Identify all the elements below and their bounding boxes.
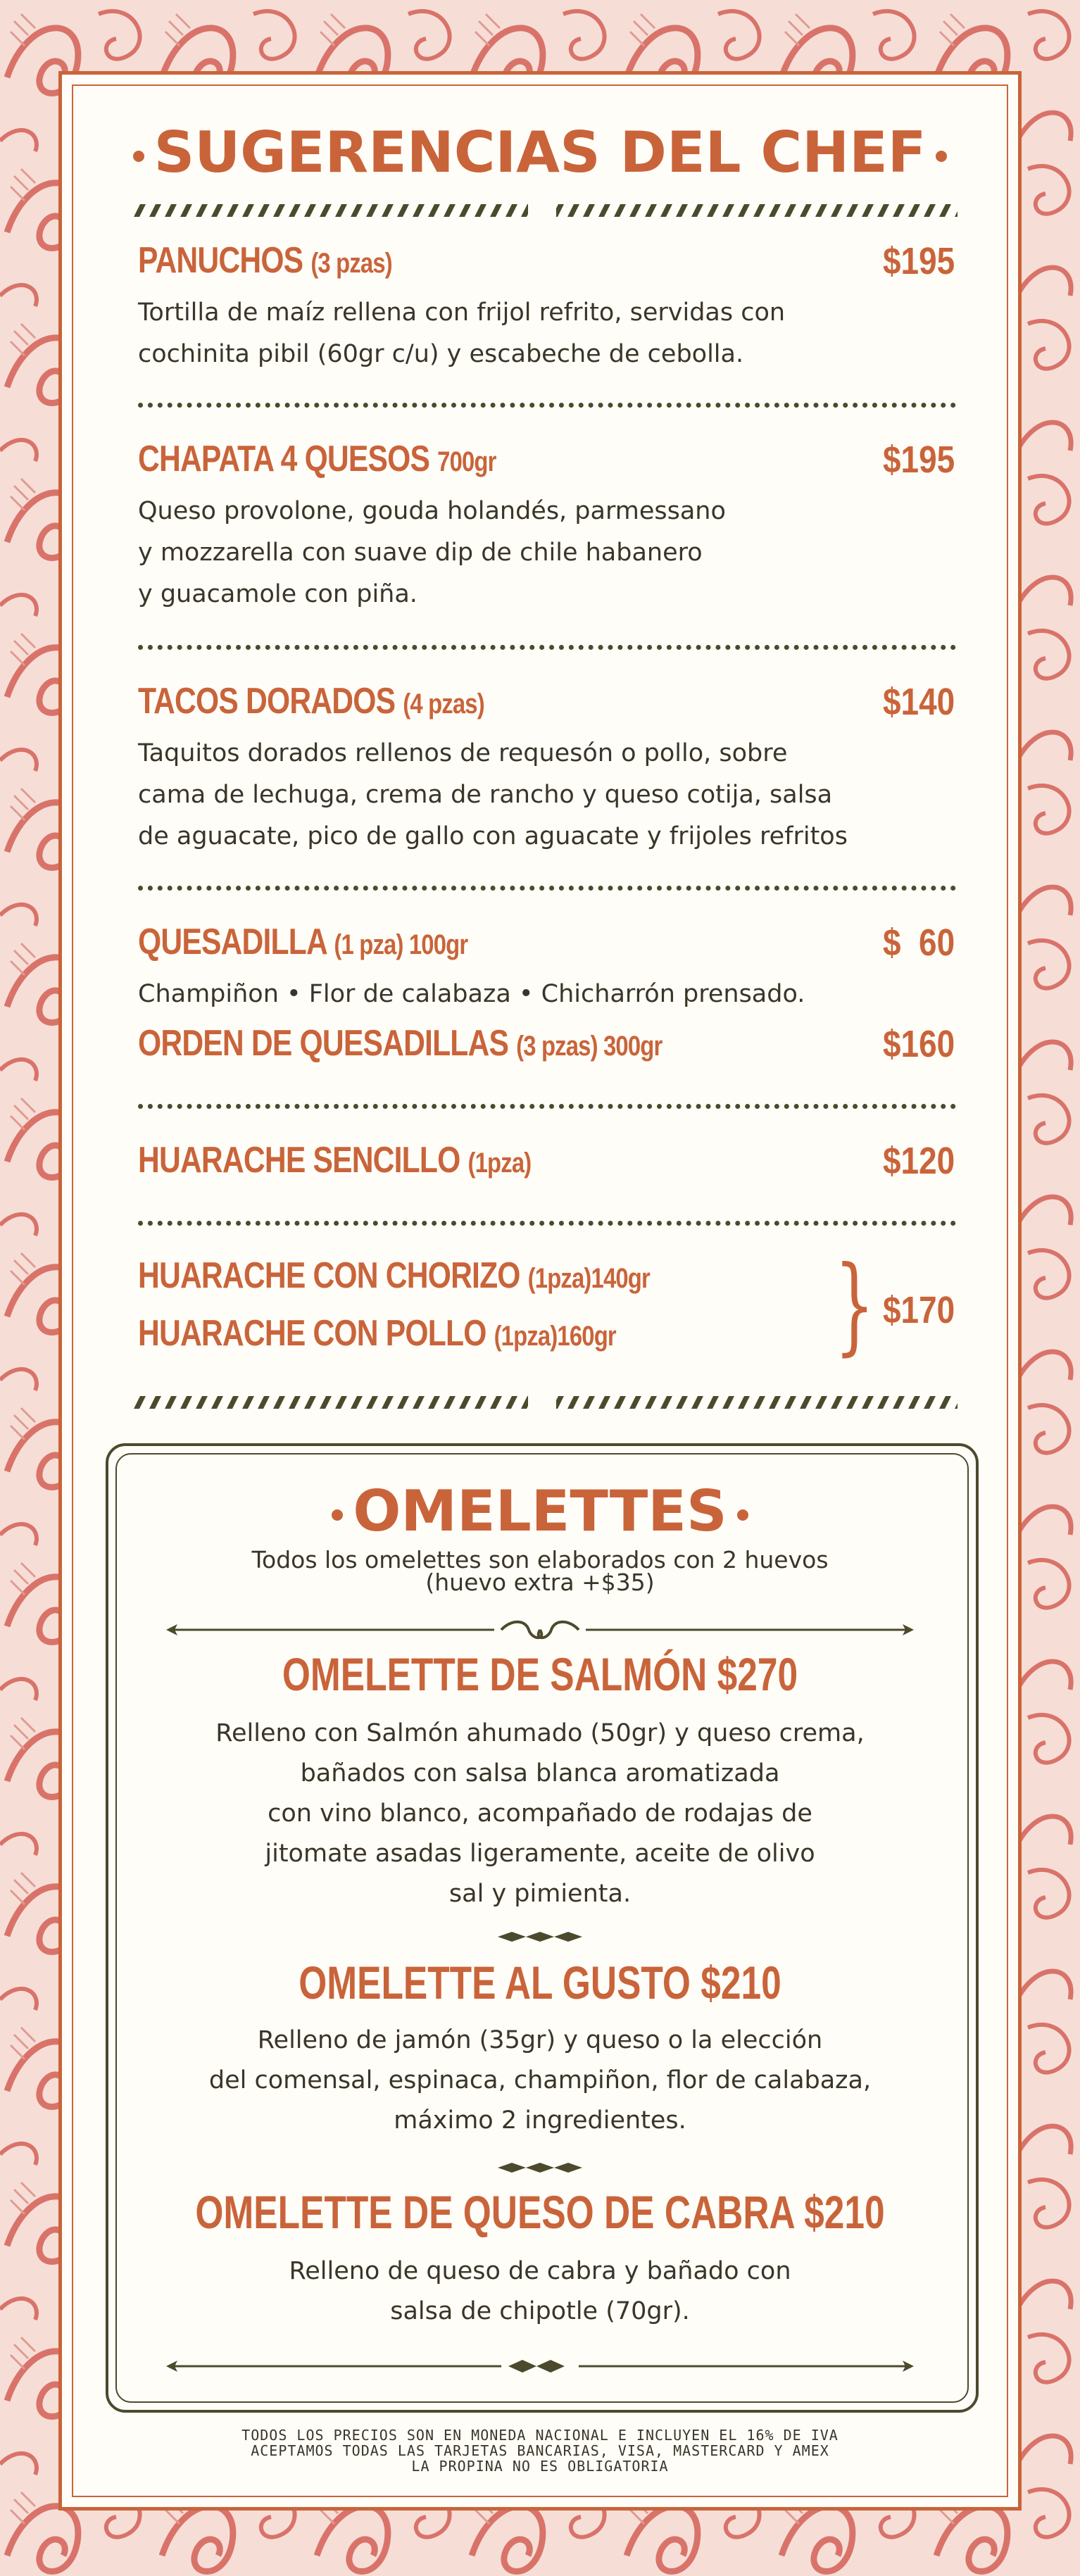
item-name-pollo: HUARACHE CON POLLO (1pza)160gr bbox=[138, 1313, 616, 1354]
dotted-divider bbox=[138, 1221, 956, 1226]
omelettes-intro: Todos los omelettes son elaborados con 2 huevos (huevo extra +$35) bbox=[251, 1546, 829, 1596]
small-diamond-divider bbox=[498, 1932, 582, 1942]
menu-item-chapata bbox=[138, 438, 955, 621]
omelette-cabra-name: OMELETTE DE QUESO DE CABRA $210 bbox=[195, 2186, 885, 2238]
item-name: QUESADILLA (1 pza) 100gr bbox=[138, 922, 468, 962]
chevron-band-bottom bbox=[134, 1396, 957, 1409]
dotted-divider bbox=[138, 886, 956, 891]
omelette-salmon-name: OMELETTE DE SALMÓN $270 bbox=[282, 1648, 798, 1700]
ornament-divider-bottom bbox=[166, 2356, 914, 2377]
item-description: Taquitos dorados rellenos de requesón o pollo, sobre cama de lechuga, crema de rancho y queso cotija, salsa de aguacate, pico de gallo con aguacate y frijoles refritos bbox=[138, 739, 848, 850]
item-description: Queso provolone, gouda holandés, parmessano y mozzarella con suave dip de chile habanero y guacamole con piña. bbox=[138, 497, 726, 608]
footer-notice: TODOS LOS PRECIOS SON EN MONEDA NACIONAL E INCLUYEN EL 16% DE IVA ACEPTAMOS TODAS LAS TARJETAS BANCARIAS, VISA, MASTERCARD Y AMEX LA PROPINA NO ES OBLIGATORIA bbox=[241, 2427, 839, 2475]
item-price: $140 bbox=[882, 681, 955, 723]
item-name-orden: ORDEN DE QUESADILLAS (3 pzas) 300gr bbox=[138, 1023, 663, 1064]
omelette-gusto-name: OMELETTE AL GUSTO $210 bbox=[299, 1956, 781, 2009]
menu-item-tacos-dorados bbox=[138, 680, 955, 863]
ornament-divider bbox=[166, 1619, 914, 1640]
dotted-divider bbox=[138, 645, 956, 650]
menu-item-panuchos bbox=[138, 239, 955, 380]
item-name: PANUCHOS (3 pzas) bbox=[138, 240, 392, 281]
dotted-divider bbox=[138, 403, 956, 408]
chef-title-text: SUGERENCIAS DEL CHEF bbox=[153, 120, 927, 185]
small-diamond-divider bbox=[498, 2163, 582, 2173]
section-title-omelettes bbox=[0, 1478, 1080, 1544]
item-description: Champiñon • Flor de calabaza • Chicharrón prensado. bbox=[138, 980, 805, 1008]
chevron-band-top bbox=[134, 204, 957, 217]
omelette-cabra-description: Relleno de queso de cabra y bañado con salsa de chipotle (70gr). bbox=[289, 2257, 791, 2325]
omelette-gusto-description: Relleno de jamón (35gr) y queso o la elección del comensal, espinaca, champiñon, flor de calabaza, máximo 2 ingredientes. bbox=[208, 2026, 872, 2135]
item-price-orden: $160 bbox=[882, 1023, 955, 1065]
menu-item-huarache-group bbox=[138, 1244, 955, 1374]
item-price: $ 60 bbox=[882, 922, 955, 964]
menu-item-quesadilla bbox=[138, 921, 955, 1097]
item-name: CHAPATA 4 QUESOS 700gr bbox=[138, 439, 496, 479]
group-price: $170 bbox=[882, 1289, 955, 1331]
section-title-chef bbox=[0, 120, 1080, 185]
title-dot-left bbox=[133, 151, 144, 162]
item-name: TACOS DORADOS (4 pzas) bbox=[138, 681, 484, 722]
title-dot-right bbox=[936, 151, 947, 162]
item-name: HUARACHE SENCILLO (1pza) bbox=[138, 1140, 532, 1181]
title-dot-left bbox=[332, 1509, 343, 1521]
item-price: $195 bbox=[882, 240, 955, 282]
menu-item-huarache-sencillo bbox=[138, 1139, 955, 1195]
brace-icon: } bbox=[834, 1244, 875, 1366]
item-name-chorizo: HUARACHE CON CHORIZO (1pza)140gr bbox=[138, 1255, 650, 1296]
title-dot-right bbox=[737, 1509, 748, 1521]
item-description: Tortilla de maíz rellena con frijol refrito, servidas con cochinita pibil (60gr c/u) y escabeche de cebolla. bbox=[138, 299, 786, 368]
item-price: $195 bbox=[882, 439, 955, 481]
dotted-divider bbox=[138, 1104, 956, 1109]
item-price: $120 bbox=[882, 1140, 955, 1182]
omelette-salmon-description: Relleno con Salmón ahumado (50gr) y queso crema, bañados con salsa blanca aromatizada con vino blanco, acompañado de rodajas de jitomate asadas ligeramente, aceite de olivo sal y pimienta. bbox=[215, 1719, 865, 1908]
omelettes-title-text: OMELETTES bbox=[353, 1478, 727, 1544]
